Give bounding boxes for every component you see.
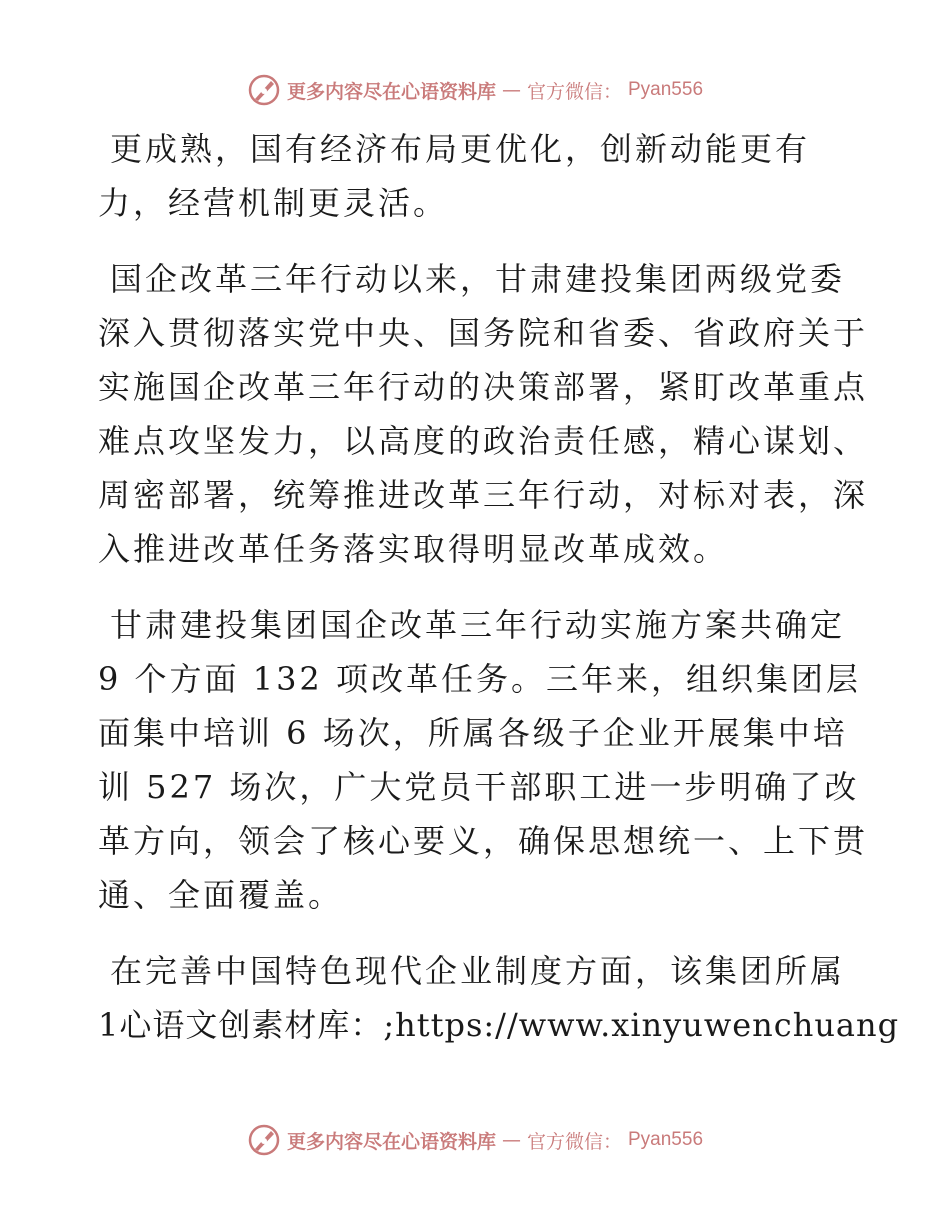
text-line: 深入贯彻落实党中央、国务院和省委、省政府关于 (98, 314, 869, 352)
quill-logo-icon (247, 73, 281, 107)
paragraph (98, 944, 900, 1052)
watermark-wechat-label: 官方微信： (526, 1130, 622, 1153)
text-line: 实施国企改革三年行动的决策部署，紧盯改革重点 (98, 368, 869, 406)
text-line: 更成熟，国有经济布局更优化，创新动能更有 (110, 130, 811, 168)
watermark-wechat-id: Pyan556 (628, 1129, 704, 1150)
header-watermark (0, 70, 950, 110)
text-line: 周密部署，统筹推进改革三年行动，对标对表，深 (98, 476, 869, 514)
text-line: 国企改革三年行动以来，甘肃建投集团两级党委 (110, 260, 846, 298)
watermark-wechat-label: 官方微信： (526, 80, 622, 103)
text-line: 力，经营机制更灵活。 (98, 184, 449, 222)
text-line: 面集中培训 6 场次，所属各级子企业开展集中培 (98, 714, 848, 752)
paragraph (98, 252, 869, 576)
quill-logo-icon (247, 1123, 281, 1157)
watermark-wechat-id: Pyan556 (628, 79, 704, 100)
watermark-main-text: 更多内容尽在心语资料库 (286, 80, 496, 103)
text-line: 通、全面覆盖。 (98, 876, 344, 914)
text-line: 训 527 场次，广大党员干部职工进一步明确了改 (98, 768, 860, 806)
watermark-separator: — (501, 79, 521, 101)
footer-watermark (0, 1120, 950, 1160)
text-line: 革方向，领会了核心要义，确保思想统一、上下贯 (98, 822, 869, 860)
watermark-separator: — (501, 1129, 521, 1151)
watermark-main-text: 更多内容尽在心语资料库 (286, 1130, 496, 1153)
text-line: 入推进改革任务落实取得明显改革成效。 (98, 530, 729, 568)
text-line: 甘肃建投集团国企改革三年行动实施方案共确定 (110, 606, 846, 644)
text-line: 在完善中国特色现代企业制度方面，该集团所属 (110, 952, 846, 990)
source-footer-line: 1心语文创素材库：;https://www.xinyuwenchuang (98, 1006, 900, 1044)
paragraph (98, 122, 858, 230)
paragraph (98, 598, 869, 922)
text-line: 难点攻坚发力，以高度的政治责任感，精心谋划、 (98, 422, 869, 460)
text-line: 9 个方面 132 项改革任务。三年来，组织集团层 (98, 660, 861, 698)
document-body (98, 122, 900, 1074)
